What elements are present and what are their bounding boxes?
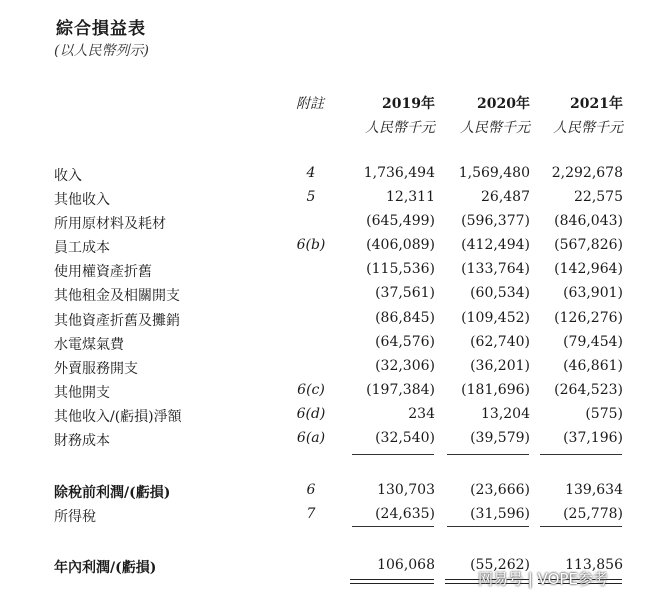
- row-label: 財務成本: [54, 433, 110, 449]
- year-header-2020: 2020年: [477, 96, 530, 112]
- row-value-2021: 22,575: [574, 189, 623, 205]
- watermark: 网易号 | VOPE参考: [478, 570, 608, 588]
- row-value-2019: (406,089): [366, 237, 435, 253]
- table-row: [0, 310, 649, 334]
- subtotal-row: [0, 482, 649, 506]
- row-value-2020: (109,452): [461, 310, 530, 326]
- table-row: [0, 165, 649, 189]
- row-value-2021: (25,778): [563, 506, 623, 522]
- row-value-2019: (645,499): [366, 213, 435, 229]
- row-value-2021: (846,043): [554, 213, 623, 229]
- table-row: [0, 261, 649, 285]
- subtotal-rule-2021: [540, 454, 622, 455]
- row-value-2021: (126,276): [554, 310, 623, 326]
- row-value-2019: (24,635): [375, 506, 435, 522]
- table-row: [0, 237, 649, 261]
- row-value-2019: (37,561): [375, 285, 435, 301]
- row-value-2021: (37,196): [563, 430, 623, 446]
- row-label: 其他租金及相關開支: [54, 288, 180, 304]
- row-note: 6(b): [296, 237, 326, 253]
- row-value-2020: (55,262): [470, 557, 530, 573]
- total-double-rule-2019: [350, 579, 434, 584]
- row-note: 5: [306, 189, 316, 205]
- row-value-2020: (39,579): [470, 430, 530, 446]
- row-label: 其他收入/(虧損)淨額: [54, 409, 182, 425]
- row-note: 6(c): [297, 382, 325, 398]
- table-row: [0, 358, 649, 382]
- row-value-2019: (86,845): [375, 310, 435, 326]
- row-value-2019: 106,068: [377, 557, 435, 573]
- row-label: 水電煤氣費: [54, 337, 124, 353]
- row-value-2020: (62,740): [470, 334, 530, 350]
- row-value-2019: 130,703: [377, 482, 435, 498]
- tax-rule-2021: [540, 526, 622, 527]
- row-value-2019: (32,306): [375, 358, 435, 374]
- row-value-2021: 139,634: [565, 482, 623, 498]
- row-value-2021: 113,856: [565, 557, 623, 573]
- row-value-2020: (412,494): [461, 237, 530, 253]
- row-value-2020: 1,569,480: [458, 165, 530, 181]
- subtotal-rule-2019: [352, 454, 434, 455]
- table-row: [0, 213, 649, 237]
- page-title: 綜合損益表: [56, 19, 146, 39]
- row-label: 外賣服務開支: [54, 361, 138, 377]
- table-row: [0, 430, 649, 454]
- table-row: [0, 189, 649, 213]
- row-label: 其他資產折舊及攤銷: [54, 313, 180, 329]
- row-value-2019: (115,536): [366, 261, 435, 277]
- subtotal-rule-2020: [447, 454, 529, 455]
- year-header-2021: 2021年: [570, 96, 623, 112]
- unit-header-2020: 人民幣千元: [460, 120, 530, 136]
- row-label: 除稅前利潤/(虧損): [54, 485, 171, 501]
- row-label: 收入: [54, 168, 82, 184]
- row-label: 所得稅: [54, 509, 96, 525]
- row-value-2020: 13,204: [481, 406, 530, 422]
- row-note: 7: [306, 506, 316, 522]
- row-value-2020: (596,377): [461, 213, 530, 229]
- row-value-2021: (79,454): [563, 334, 623, 350]
- row-note: 4: [306, 165, 316, 181]
- row-value-2019: 234: [408, 406, 435, 422]
- row-value-2020: (60,534): [470, 285, 530, 301]
- row-value-2021: 2,292,678: [551, 165, 623, 181]
- page-subtitle: (以人民幣列示): [54, 43, 149, 59]
- row-value-2020: 26,487: [481, 189, 530, 205]
- row-value-2019: (64,576): [375, 334, 435, 350]
- row-label: 其他收入: [54, 192, 110, 208]
- row-value-2019: (32,540): [375, 430, 435, 446]
- table-row: [0, 285, 649, 309]
- row-value-2021: (264,523): [554, 382, 623, 398]
- row-value-2019: 1,736,494: [363, 165, 435, 181]
- table-row: [0, 382, 649, 406]
- row-note: 6(a): [296, 430, 326, 446]
- row-label: 所用原材料及耗材: [54, 216, 166, 232]
- row-value-2021: (63,901): [563, 285, 623, 301]
- row-value-2021: (46,861): [563, 358, 623, 374]
- row-value-2021: (575): [585, 406, 623, 422]
- tax-rule-2019: [352, 526, 434, 527]
- note-column-header: 附註: [296, 96, 324, 112]
- row-label: 其他開支: [54, 385, 110, 401]
- unit-header-2019: 人民幣千元: [365, 120, 435, 136]
- row-label: 年內利潤/(虧損): [54, 560, 157, 576]
- unit-header-2021: 人民幣千元: [553, 120, 623, 136]
- row-value-2020: (31,596): [470, 506, 530, 522]
- row-note: 6(d): [296, 406, 326, 422]
- row-label: 員工成本: [54, 240, 110, 256]
- row-value-2020: (23,666): [470, 482, 530, 498]
- table-row: [0, 406, 649, 430]
- tax-rule-2020: [447, 526, 529, 527]
- row-label: 使用權資產折舊: [54, 264, 152, 280]
- row-value-2021: (567,826): [554, 237, 623, 253]
- row-value-2020: (133,764): [461, 261, 530, 277]
- row-value-2020: (36,201): [470, 358, 530, 374]
- row-value-2019: 12,311: [386, 189, 435, 205]
- year-header-2019: 2019年: [382, 96, 435, 112]
- row-note: 6: [306, 482, 316, 498]
- row-value-2020: (181,696): [461, 382, 530, 398]
- table-row: [0, 334, 649, 358]
- row-value-2021: (142,964): [554, 261, 623, 277]
- row-value-2019: (197,384): [366, 382, 435, 398]
